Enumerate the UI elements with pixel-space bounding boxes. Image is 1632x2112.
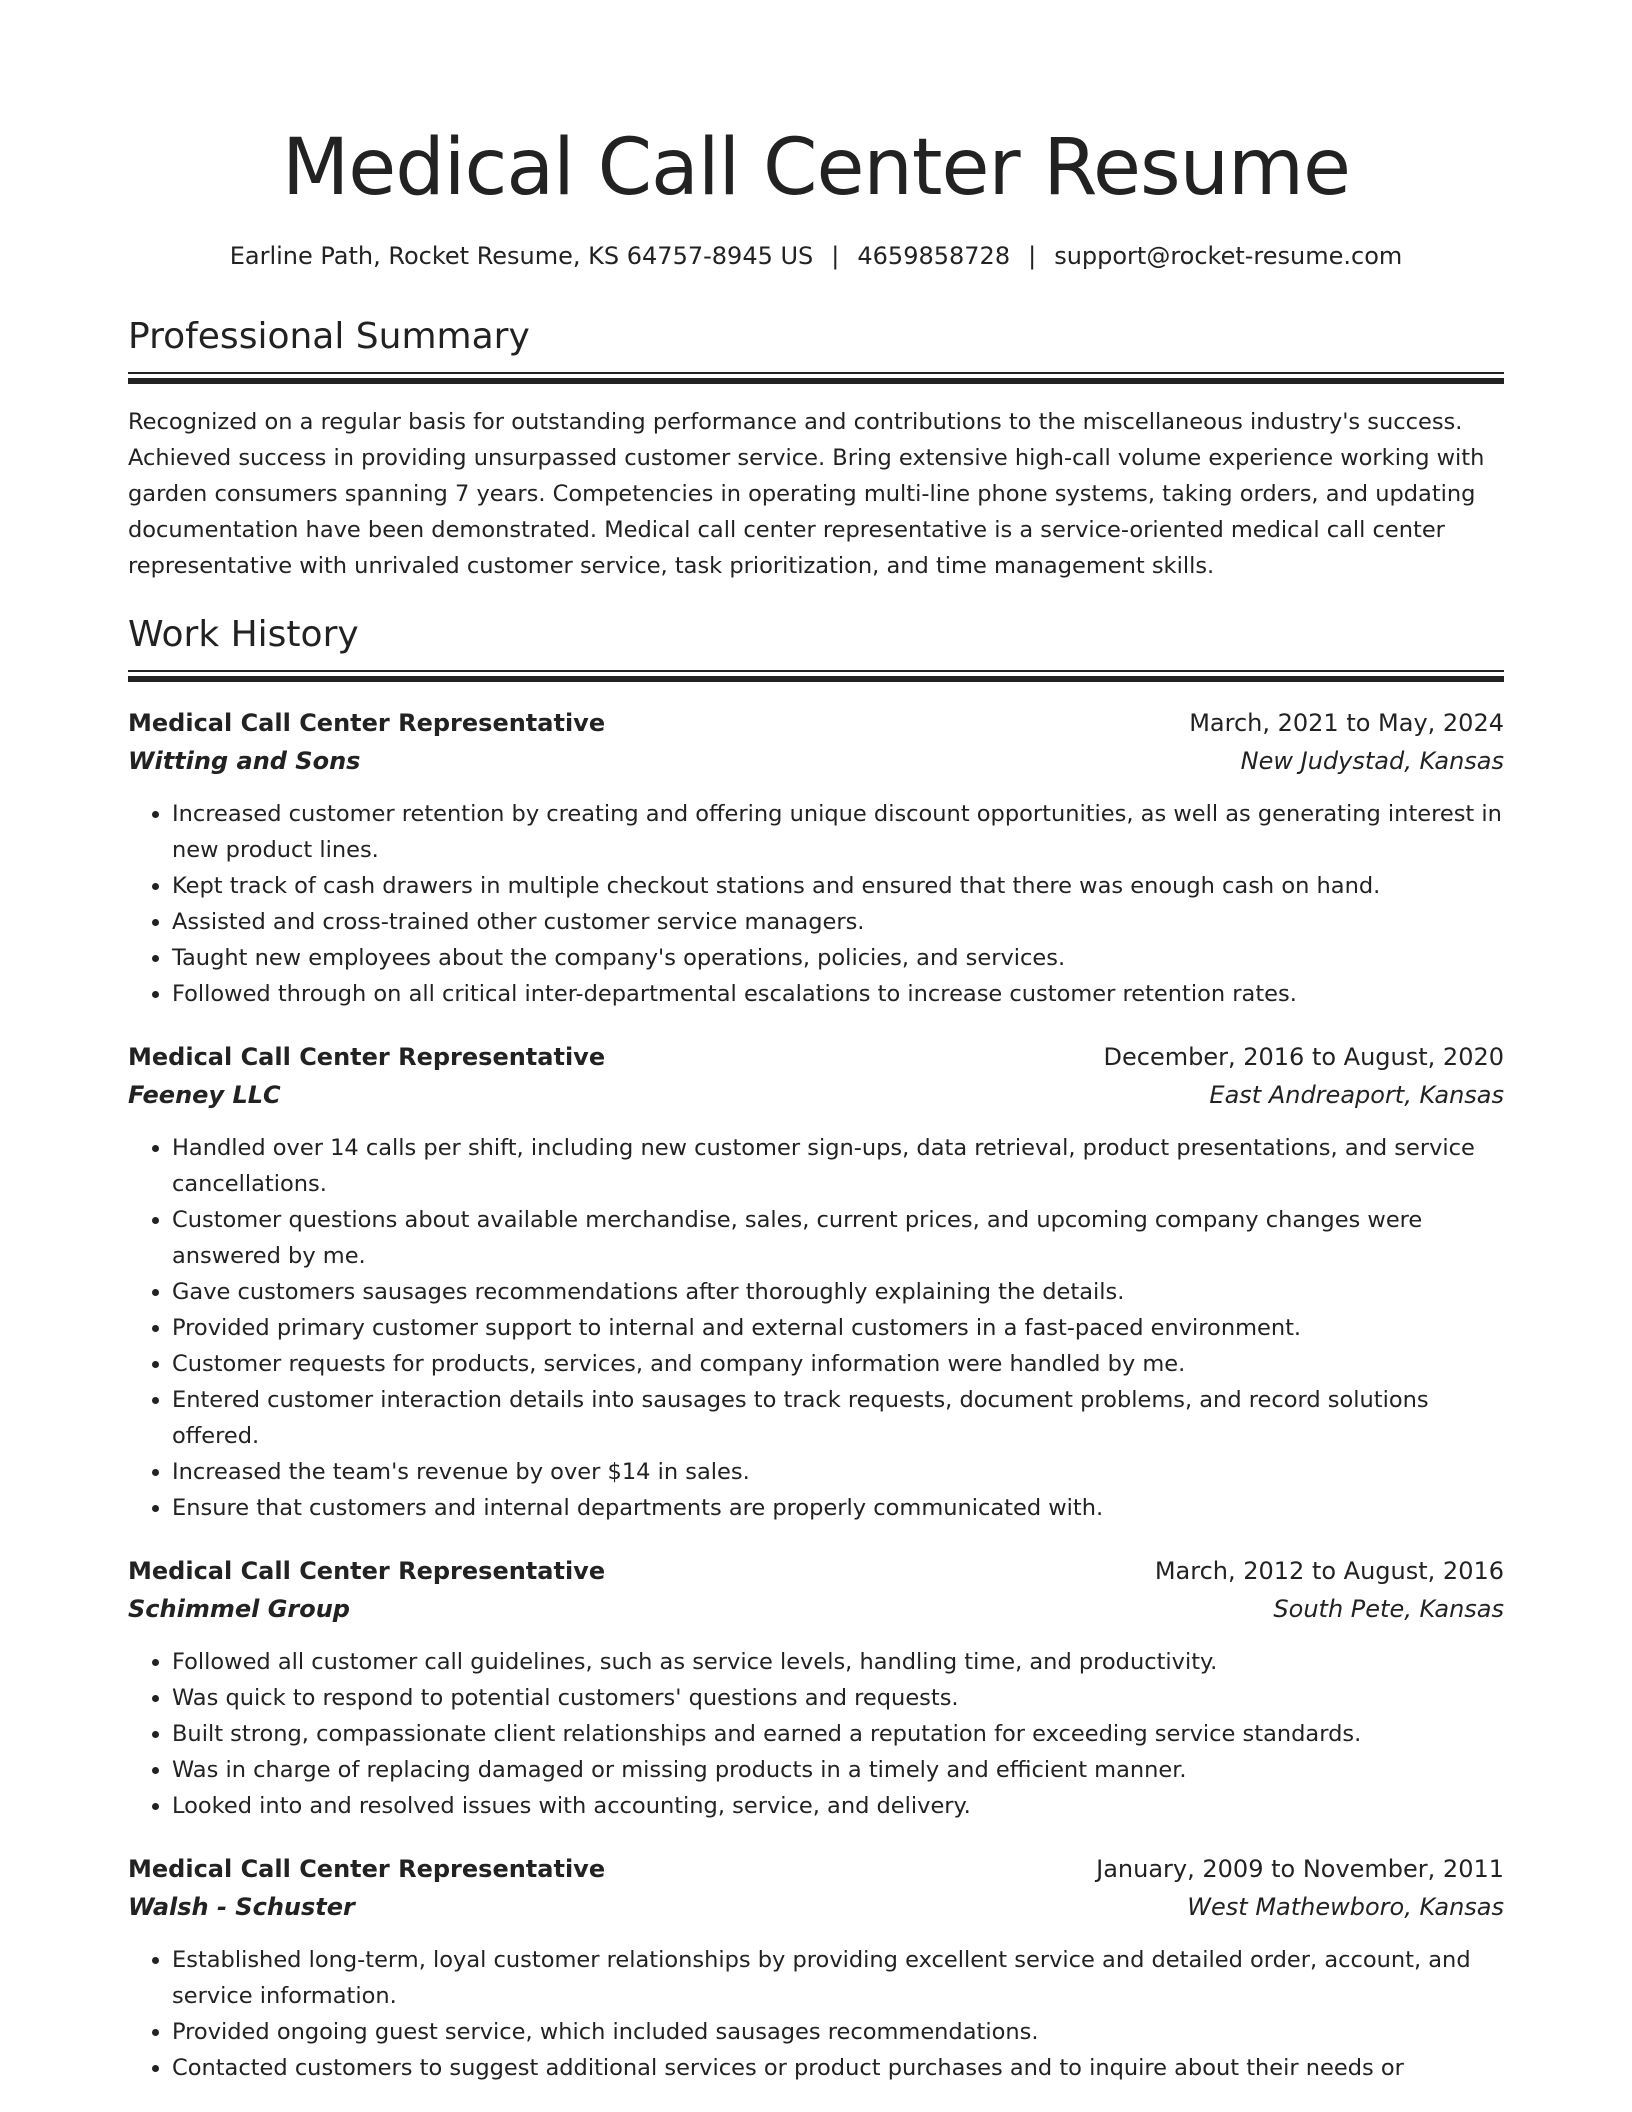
job-bullet: • Increased customer retention by creating and offering unique discount opportunities, as well as generating interest in new product lines.: [172, 796, 1504, 868]
job-dates: December, 2016 to August, 2020: [1103, 1043, 1504, 1071]
job-title: Medical Call Center Representative: [128, 1557, 606, 1585]
job-location: West Mathewboro, Kansas: [1187, 1893, 1504, 1921]
contact-email: support@rocket-resume.com: [1054, 242, 1403, 270]
job-bullet: • Handled over 14 calls per shift, including new customer sign-ups, data retrieval, product presentations, and service cancellations.: [172, 1130, 1504, 1202]
job-bullet: • Kept track of cash drawers in multiple checkout stations and ensured that there was enough cash on hand.: [172, 868, 1504, 904]
job-bullet: • Contacted customers to suggest additional services or product purchases and to inquire about their needs or: [172, 2050, 1504, 2086]
job-company: Walsh - Schuster: [128, 1893, 355, 1921]
job-bullet: • Was in charge of replacing damaged or missing products in a timely and efficient manner.: [172, 1752, 1504, 1788]
contact-line: [128, 240, 1504, 272]
section-divider: [128, 670, 1504, 672]
job-dates: January, 2009 to November, 2011: [1096, 1855, 1504, 1883]
job-bullet: • Taught new employees about the company's operations, policies, and services.: [172, 940, 1504, 976]
summary-section: [128, 314, 1504, 584]
job-bullets: [128, 1130, 1504, 1526]
job-bullet: • Customer questions about available merchandise, sales, current prices, and upcoming company changes were answered by me.: [172, 1202, 1504, 1274]
job-bullet: • Customer requests for products, services, and company information were handled by me.: [172, 1346, 1504, 1382]
job-location: East Andreaport, Kansas: [1209, 1081, 1504, 1109]
contact-phone: 4659858728: [857, 242, 1011, 270]
job-bullet: • Provided primary customer support to internal and external customers in a fast-paced environment.: [172, 1310, 1504, 1346]
job-bullet: • Ensure that customers and internal departments are properly communicated with.: [172, 1490, 1504, 1526]
job-bullet: • Established long-term, loyal customer relationships by providing excellent service and detailed order, account, and service information.: [172, 1942, 1504, 2014]
resume-page: [128, 0, 1504, 2086]
job-bullet: • Looked into and resolved issues with accounting, service, and delivery.: [172, 1788, 1504, 1824]
job-bullet: • Was quick to respond to potential customers' questions and requests.: [172, 1680, 1504, 1716]
job-company: Witting and Sons: [128, 747, 361, 775]
job-title: Medical Call Center Representative: [128, 1855, 606, 1883]
job-title: Medical Call Center Representative: [128, 1043, 606, 1071]
job-bullets: [128, 1644, 1504, 1824]
job-bullets: [128, 796, 1504, 1012]
job-company: Schimmel Group: [128, 1595, 350, 1623]
job-entry: [128, 1850, 1504, 2086]
contact-separator: |: [831, 242, 840, 270]
job-bullet: • Provided ongoing guest service, which included sausages recommendations.: [172, 2014, 1504, 2050]
job-entry: [128, 704, 1504, 1012]
job-bullet: • Gave customers sausages recommendations after thoroughly explaining the details.: [172, 1274, 1504, 1310]
work-history-heading: Work History: [128, 614, 359, 655]
job-bullet: • Followed all customer call guidelines, such as service levels, handling time, and productivity.: [172, 1644, 1504, 1680]
work-history-section: [128, 612, 1504, 2086]
summary-heading: Professional Summary: [128, 316, 530, 357]
job-location: South Pete, Kansas: [1273, 1595, 1504, 1623]
job-bullet: • Built strong, compassionate client relationships and earned a reputation for exceeding service standards.: [172, 1716, 1504, 1752]
job-location: New Judystad, Kansas: [1240, 747, 1504, 775]
job-title: Medical Call Center Representative: [128, 709, 606, 737]
job-entry: [128, 1038, 1504, 1526]
section-divider: [128, 372, 1504, 374]
job-bullet: • Followed through on all critical inter-departmental escalations to increase customer retention rates.: [172, 976, 1504, 1012]
job-bullet: • Assisted and cross-trained other customer service managers.: [172, 904, 1504, 940]
job-entry: [128, 1552, 1504, 1824]
resume-title: Medical Call Center Resume: [281, 123, 1351, 213]
job-bullets: [128, 1942, 1504, 2086]
job-bullet: • Entered customer interaction details into sausages to track requests, document problems, and record solutions offered.: [172, 1382, 1504, 1454]
summary-text: Recognized on a regular basis for outstanding performance and contributions to the miscellaneous industry's success. Achieved success in providing unsurpassed customer service. Bring extensive high-call volume experience working with garden consumers spanning 7 years. Competencies in operating multi-line phone systems, taking orders, and updating documentation have been demonstrated. Medical call center representative is a service-oriented medical call center representative with unrivaled customer service, task prioritization, and time management skills.: [128, 409, 1485, 579]
job-dates: March, 2012 to August, 2016: [1154, 1557, 1504, 1585]
contact-address: Earline Path, Rocket Resume, KS 64757-8945 US: [229, 242, 814, 270]
job-dates: March, 2021 to May, 2024: [1189, 709, 1504, 737]
job-company: Feeney LLC: [128, 1081, 281, 1109]
job-bullet: • Increased the team's revenue by over $14 in sales.: [172, 1454, 1504, 1490]
contact-separator: |: [1028, 242, 1037, 270]
